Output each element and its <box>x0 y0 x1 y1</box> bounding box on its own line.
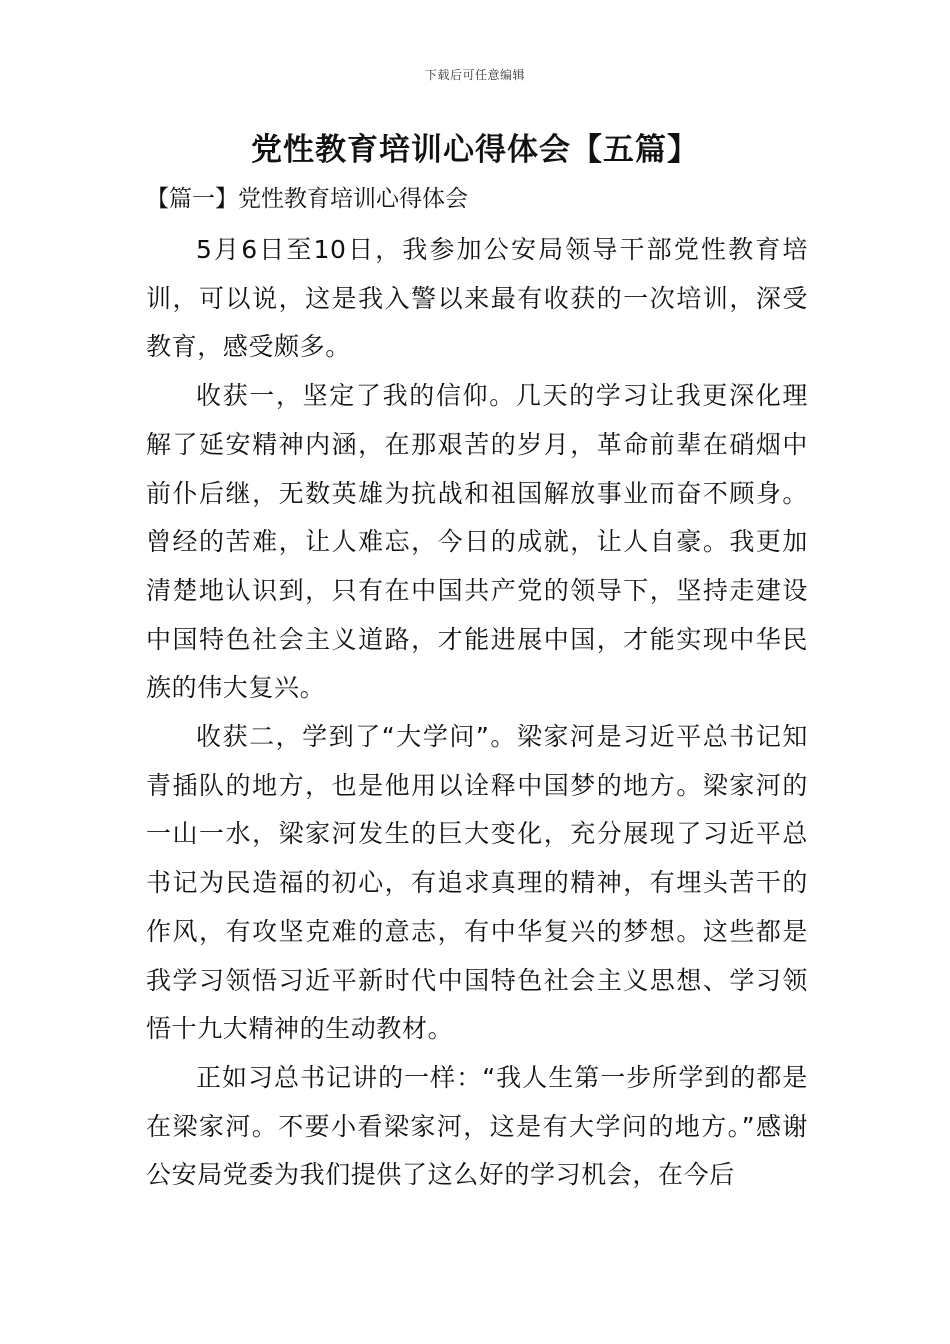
document-body <box>146 226 808 1200</box>
paragraph-1: 5月6日至10日，我参加公安局领导干部党性教育培训，可以说，这是我入警以来最有收获的一次培训，深受教育，感受颇多。 <box>146 235 808 362</box>
paragraph-2: 收获一，坚定了我的信仰。几天的学习让我更深化理解了延安精神内涵，在那艰苦的岁月，革命前辈在硝烟中前仆后继，无数英雄为抗战和祖国解放事业而奋不顾身。曾经的苦难，让人难忘，今日的成就，让人自豪。我更加清楚地认识到，只有在中国共产党的领导下，坚持走建设中国特色社会主义道路，才能进展中国，才能实现中华民族的伟大复兴。 <box>146 381 808 703</box>
paragraph-3: 收获二，学到了“大学问”。梁家河是习近平总书记知青插队的地方，也是他用以诠释中国梦的地方。梁家河的一山一水，梁家河发生的巨大变化，充分展现了习近平总书记为民造福的初心，有追求真理的精神，有埋头苦干的作风，有攻坚克难的意志，有中华复兴的梦想。这些都是我学习领悟习近平新时代中国特色社会主义思想、学习领悟十九大精神的生动教材。 <box>146 722 808 1044</box>
header-note: 下载后可任意编辑 <box>424 68 525 82</box>
document-title: 党性教育培训心得体会【五篇】 <box>251 132 699 168</box>
paragraph-4: 正如习总书记讲的一样：“我人生第一步所学到的都是在梁家河。不要小看梁家河，这是有大学问的地方。”感谢公安局党委为我们提供了这么好的学习机会，在今后 <box>146 1062 808 1190</box>
section-heading: 【篇一】党性教育培训心得体会 <box>146 186 468 212</box>
